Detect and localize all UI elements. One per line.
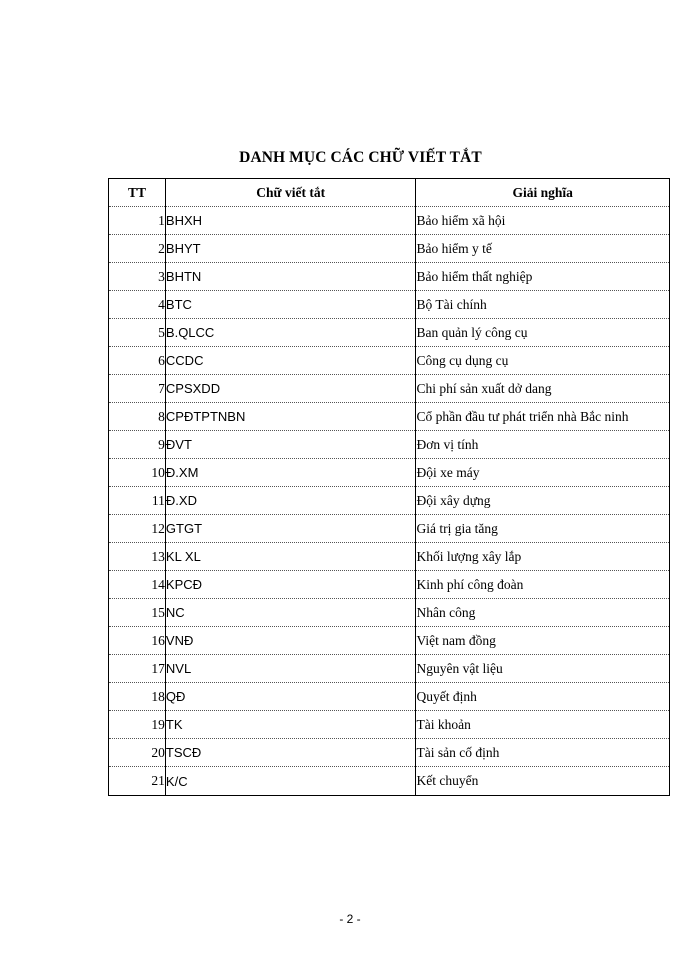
header-abbreviation: Chữ viết tắt	[165, 179, 416, 207]
row-number: 14	[109, 571, 166, 599]
table-row	[109, 767, 670, 796]
row-number: 1	[109, 207, 166, 235]
header-meaning: Giải nghĩa	[416, 179, 670, 207]
table-row	[109, 515, 670, 543]
page-title: DANH MỤC CÁC CHỮ VIẾT TẮT	[239, 149, 482, 166]
row-number: 8	[109, 403, 166, 431]
row-number: 10	[109, 459, 166, 487]
row-number: 11	[109, 487, 166, 515]
row-abbreviation: Đ.XM	[165, 459, 416, 487]
row-number: 2	[109, 235, 166, 263]
row-abbreviation: ĐVT	[165, 431, 416, 459]
table-row	[109, 207, 670, 235]
row-abbreviation: TK	[165, 711, 416, 739]
row-abbreviation: BTC	[165, 291, 416, 319]
row-abbreviation: CPĐTPTNBN	[165, 403, 416, 431]
row-meaning: Tài khoản	[416, 711, 670, 739]
row-meaning: Kinh phí công đoàn	[416, 571, 670, 599]
row-meaning: Việt nam đồng	[416, 627, 670, 655]
row-meaning: Đội xây dựng	[416, 487, 670, 515]
row-abbreviation: BHXH	[165, 207, 416, 235]
abbreviation-table	[108, 178, 670, 796]
table-row	[109, 319, 670, 347]
row-number: 21	[109, 767, 166, 796]
row-abbreviation: NC	[165, 599, 416, 627]
row-number: 15	[109, 599, 166, 627]
row-abbreviation: GTGT	[165, 515, 416, 543]
row-meaning: Đội xe máy	[416, 459, 670, 487]
table-row	[109, 739, 670, 767]
row-abbreviation: KPCĐ	[165, 571, 416, 599]
row-meaning: Cổ phần đầu tư phát triển nhà Bắc ninh	[416, 403, 670, 431]
row-abbreviation: KL XL	[165, 543, 416, 571]
row-abbreviation: K/C	[165, 767, 416, 796]
row-meaning: Đơn vị tính	[416, 431, 670, 459]
row-abbreviation: QĐ	[165, 683, 416, 711]
row-number: 13	[109, 543, 166, 571]
table-header-row	[109, 179, 670, 207]
row-meaning: Ban quản lý công cụ	[416, 319, 670, 347]
row-abbreviation: NVL	[165, 655, 416, 683]
row-number: 16	[109, 627, 166, 655]
row-meaning: Bảo hiểm y tế	[416, 235, 670, 263]
table-row	[109, 431, 670, 459]
row-meaning: Tài sản cố định	[416, 739, 670, 767]
row-abbreviation: CCDC	[165, 347, 416, 375]
row-number: 4	[109, 291, 166, 319]
row-number: 3	[109, 263, 166, 291]
row-abbreviation: Đ.XD	[165, 487, 416, 515]
table-row	[109, 711, 670, 739]
table-row	[109, 487, 670, 515]
row-abbreviation: BHTN	[165, 263, 416, 291]
table-row	[109, 263, 670, 291]
row-meaning: Nguyên vật liệu	[416, 655, 670, 683]
row-number: 9	[109, 431, 166, 459]
row-number: 20	[109, 739, 166, 767]
row-abbreviation: BHYT	[165, 235, 416, 263]
row-number: 7	[109, 375, 166, 403]
row-number: 17	[109, 655, 166, 683]
table-row	[109, 291, 670, 319]
row-meaning: Kết chuyển	[416, 767, 670, 796]
row-meaning: Công cụ dụng cụ	[416, 347, 670, 375]
row-meaning: Khối lượng xây lắp	[416, 543, 670, 571]
table-row	[109, 599, 670, 627]
table-row	[109, 627, 670, 655]
row-abbreviation: CPSXDD	[165, 375, 416, 403]
row-abbreviation: TSCĐ	[165, 739, 416, 767]
header-number: TT	[109, 179, 166, 207]
table-row	[109, 347, 670, 375]
table-row	[109, 683, 670, 711]
row-meaning: Quyết định	[416, 683, 670, 711]
row-number: 19	[109, 711, 166, 739]
row-number: 18	[109, 683, 166, 711]
row-abbreviation: VNĐ	[165, 627, 416, 655]
table-row	[109, 403, 670, 431]
row-abbreviation: B.QLCC	[165, 319, 416, 347]
row-meaning: Bảo hiểm xã hội	[416, 207, 670, 235]
table-row	[109, 235, 670, 263]
table-row	[109, 571, 670, 599]
row-number: 6	[109, 347, 166, 375]
table-row	[109, 655, 670, 683]
row-meaning: Chi phí sản xuất dở dang	[416, 375, 670, 403]
row-number: 5	[109, 319, 166, 347]
row-number: 12	[109, 515, 166, 543]
table-row	[109, 543, 670, 571]
page-number: - 2 -	[339, 912, 361, 926]
table-body	[109, 207, 670, 796]
table-row	[109, 375, 670, 403]
row-meaning: Giá trị gia tăng	[416, 515, 670, 543]
table-row	[109, 459, 670, 487]
row-meaning: Nhân công	[416, 599, 670, 627]
row-meaning: Bảo hiểm thất nghiệp	[416, 263, 670, 291]
row-meaning: Bộ Tài chính	[416, 291, 670, 319]
